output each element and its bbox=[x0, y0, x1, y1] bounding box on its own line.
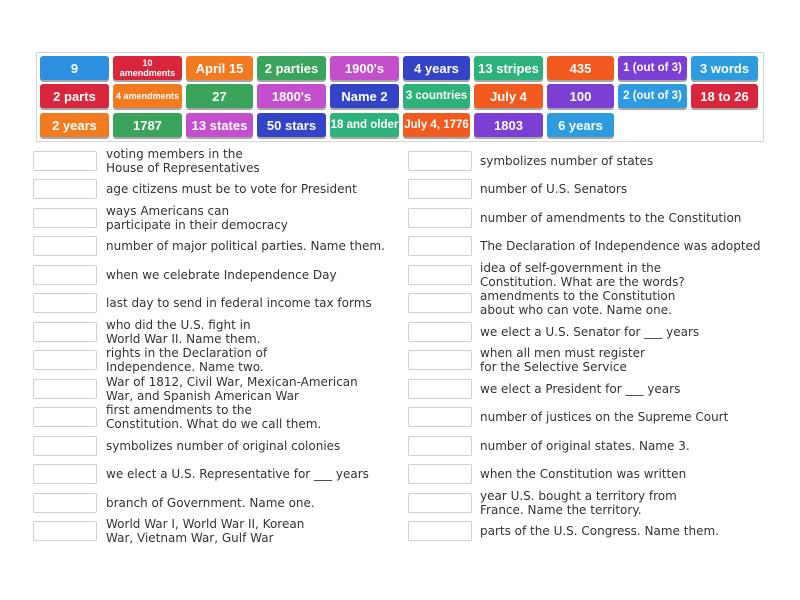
right-question-text: we elect a President for ___ years bbox=[480, 382, 681, 396]
answer-tile[interactable]: 50 stars bbox=[257, 113, 326, 137]
right-answer-slot[interactable] bbox=[408, 350, 472, 370]
answer-tile[interactable]: 1803 bbox=[474, 113, 543, 137]
right-answer-slot[interactable] bbox=[408, 208, 472, 228]
answer-tile[interactable]: 13 stripes bbox=[474, 56, 543, 80]
left-question-text: who did the U.S. fight in World War II. Name them. bbox=[106, 318, 261, 346]
answer-tile[interactable]: Name 2 bbox=[330, 84, 399, 108]
right-answer-slot[interactable] bbox=[408, 464, 472, 484]
right-answer-slot[interactable] bbox=[408, 265, 472, 285]
left-answer-slot[interactable] bbox=[33, 350, 97, 370]
left-answer-slot[interactable] bbox=[33, 293, 97, 313]
left-question-text: last day to send in federal income tax forms bbox=[106, 296, 372, 310]
right-answer-slot[interactable] bbox=[408, 236, 472, 256]
left-question-text: when we celebrate Independence Day bbox=[106, 268, 337, 282]
answer-tile[interactable]: 2 years bbox=[40, 113, 109, 137]
right-question-text: when all men must register for the Selective Service bbox=[480, 346, 645, 374]
right-question-text: amendments to the Constitution about who can vote. Name one. bbox=[480, 289, 676, 317]
answer-tile[interactable]: 435 bbox=[547, 56, 614, 80]
answer-tile[interactable]: 4 amendments bbox=[113, 84, 182, 108]
left-question-text: we elect a U.S. Representative for ___ years bbox=[106, 467, 369, 481]
answer-tile[interactable]: 6 years bbox=[547, 113, 614, 137]
answer-tile[interactable]: 3 words bbox=[691, 56, 758, 80]
left-question-text: branch of Government. Name one. bbox=[106, 496, 315, 510]
answer-tile[interactable]: 1800's bbox=[257, 84, 326, 108]
answer-tile[interactable]: 9 bbox=[40, 56, 109, 80]
right-answer-slot[interactable] bbox=[408, 521, 472, 541]
left-answer-slot[interactable] bbox=[33, 179, 97, 199]
answer-tile[interactable]: 27 bbox=[186, 84, 253, 108]
left-answer-slot[interactable] bbox=[33, 493, 97, 513]
right-answer-slot[interactable] bbox=[408, 322, 472, 342]
answer-tile[interactable]: July 4, 1776 bbox=[403, 113, 470, 137]
answer-tile[interactable]: 18 to 26 bbox=[691, 84, 758, 108]
left-question-text: symbolizes number of original colonies bbox=[106, 439, 341, 453]
left-answer-slot[interactable] bbox=[33, 436, 97, 456]
right-answer-slot[interactable] bbox=[408, 151, 472, 171]
left-answer-slot[interactable] bbox=[33, 265, 97, 285]
left-answer-slot[interactable] bbox=[33, 407, 97, 427]
answer-tile[interactable]: 1900's bbox=[330, 56, 399, 80]
answer-tile[interactable]: 4 years bbox=[403, 56, 470, 80]
right-question-text: idea of self-government in the Constitution. What are the words? bbox=[480, 261, 685, 289]
right-answer-slot[interactable] bbox=[408, 179, 472, 199]
right-answer-slot[interactable] bbox=[408, 436, 472, 456]
left-answer-slot[interactable] bbox=[33, 464, 97, 484]
answer-tile[interactable]: July 4 bbox=[474, 84, 543, 108]
right-question-text: we elect a U.S. Senator for ___ years bbox=[480, 325, 700, 339]
answer-tile[interactable]: 3 countries bbox=[403, 84, 470, 108]
right-question-text: number of U.S. Senators bbox=[480, 182, 628, 196]
answer-tile[interactable]: 18 and older bbox=[330, 113, 399, 137]
left-answer-slot[interactable] bbox=[33, 236, 97, 256]
left-question-text: number of major political parties. Name them. bbox=[106, 239, 385, 253]
right-answer-slot[interactable] bbox=[408, 407, 472, 427]
right-question-text: year U.S. bought a territory from France. Name the territory. bbox=[480, 489, 677, 517]
left-answer-slot[interactable] bbox=[33, 521, 97, 541]
left-question-text: age citizens must be to vote for President bbox=[106, 182, 357, 196]
left-question-text: ways Americans can participate in their democracy bbox=[106, 204, 288, 232]
answer-tile[interactable]: 13 states bbox=[186, 113, 253, 137]
left-question-text: World War I, World War II, Korean War, Vietnam War, Gulf War bbox=[106, 517, 305, 545]
left-answer-slot[interactable] bbox=[33, 379, 97, 399]
answer-tile[interactable]: April 15 bbox=[186, 56, 253, 80]
answer-tile[interactable]: 1 (out of 3) bbox=[618, 56, 687, 80]
left-answer-slot[interactable] bbox=[33, 208, 97, 228]
right-question-text: number of justices on the Supreme Court bbox=[480, 410, 729, 424]
answer-tile[interactable]: 2 (out of 3) bbox=[618, 84, 687, 108]
right-answer-slot[interactable] bbox=[408, 379, 472, 399]
answer-tile-bank bbox=[36, 52, 764, 142]
right-question-text: parts of the U.S. Congress. Name them. bbox=[480, 524, 719, 538]
answer-tile[interactable]: 1787 bbox=[113, 113, 182, 137]
answer-tile[interactable]: 100 bbox=[547, 84, 614, 108]
right-question-text: number of amendments to the Constitution bbox=[480, 211, 742, 225]
left-answer-slot[interactable] bbox=[33, 151, 97, 171]
right-answer-slot[interactable] bbox=[408, 493, 472, 513]
left-question-text: War of 1812, Civil War, Mexican-American War, and Spanish American War bbox=[106, 375, 358, 403]
right-question-text: number of original states. Name 3. bbox=[480, 439, 690, 453]
left-question-text: voting members in the House of Representatives bbox=[106, 147, 260, 175]
right-answer-slot[interactable] bbox=[408, 293, 472, 313]
answer-tile[interactable]: 2 parties bbox=[257, 56, 326, 80]
answer-tile[interactable]: 2 parts bbox=[40, 84, 109, 108]
left-question-text: rights in the Declaration of Independence. Name two. bbox=[106, 346, 268, 374]
answer-tile[interactable]: 10 amendments bbox=[113, 56, 182, 80]
right-question-text: when the Constitution was written bbox=[480, 467, 687, 481]
left-answer-slot[interactable] bbox=[33, 322, 97, 342]
left-question-text: first amendments to the Constitution. What do we call them. bbox=[106, 403, 322, 431]
right-question-text: symbolizes number of states bbox=[480, 154, 654, 168]
right-question-text: The Declaration of Independence was adopted bbox=[480, 239, 761, 253]
